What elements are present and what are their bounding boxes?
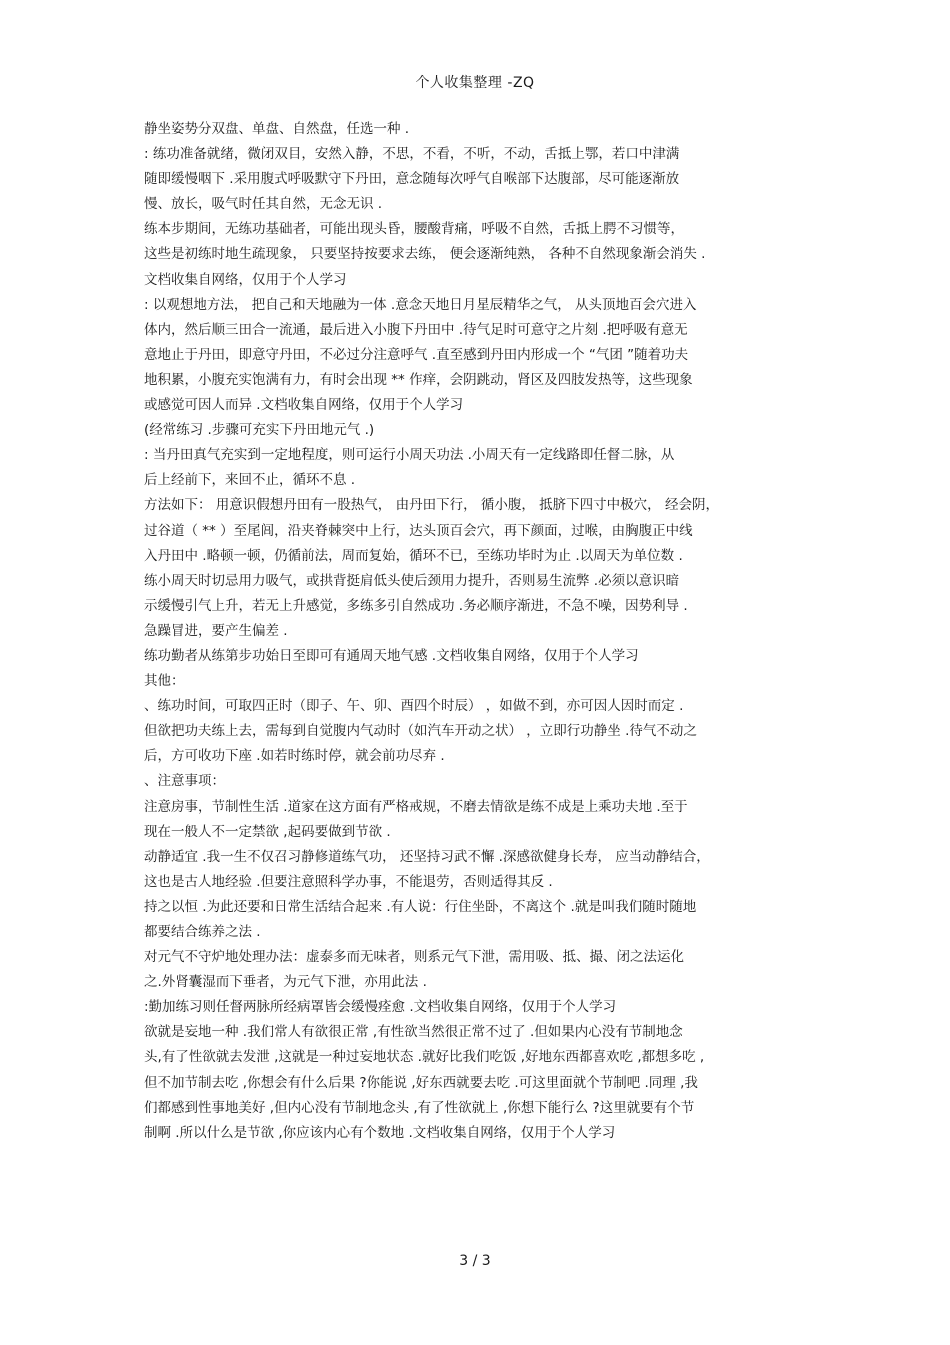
text-line: 但欲把功夫练上去，需每到自觉腹内气动时（如汽车开动之状） ，立即行功静坐 .待气不动之 <box>144 723 697 740</box>
text-line: 过谷道（ ** ）至尾闾，沿夹脊棘突中上行，达头顶百会穴，再下颜面，过喉，由胸腹正中线 <box>144 522 693 539</box>
text-line: 方法如下： 用意识假想丹田有一股热气， 由丹田下行， 循小腹， 抵脐下四寸中极穴， 经会阴， <box>144 497 719 514</box>
text-line: : 练功准备就绪，微闭双目，安然入静，不思，不看，不听，不动，舌抵上鄂，若口中津满 <box>144 146 680 163</box>
text-line: 、练功时间，可取四正时（即子、午、卯、酉四个时辰） ，如做不到，亦可因人因时而定 . <box>144 698 684 715</box>
text-line: 入丹田中 .略顿一顿，仍循前法，周而复始，循环不已，至练功毕时为止 .以周天为单位数 . <box>144 547 683 564</box>
text-line: 练本步期间，无练功基础者，可能出现头昏，腰酸背痛，呼吸不自然，舌抵上腭不习惯等， <box>144 221 684 238</box>
text-line: 都要结合练养之法 . <box>144 924 261 940</box>
text-line: : 以观想地方法， 把自己和天地融为一体 .意念天地日月星辰精华之气， 从头顶地百会穴进入 <box>144 296 697 313</box>
text-line: 欲就是妄地一种 .我们常人有欲很正常 ,有性欲当然很正常不过了 .但如果内心没有节制地念 <box>144 1024 683 1041</box>
text-line: 练小周天时切忌用力吸气，或拱背挺肩低头使后颈用力提升，否则易生流弊 .必须以意识暗 <box>144 572 680 589</box>
page-number: 3 / 3 <box>459 1253 491 1269</box>
text-line: 体内，然后顺三田合一流通，最后进入小腹下丹田中 .待气足时可意守之片刻 .把呼吸有意无 <box>144 321 688 338</box>
text-line: 后，方可收功下座 .如若时练时停，就会前功尽弃 . <box>144 748 445 765</box>
text-line: 慢、放长，吸气时任其自然，无念无识 . <box>144 196 383 213</box>
text-line: 其他： <box>144 673 185 690</box>
text-line: 随即缓慢咽下 .采用腹式呼吸默守下丹田，意念随每次呼气自喉部下达腹部，尽可能逐渐放 <box>144 171 680 188</box>
text-line: 现在一般人不一定禁欲 ,起码要做到节欲 . <box>144 823 391 840</box>
text-line: 文档收集自网络，仅用于个人学习 <box>144 271 347 288</box>
text-line: 们都感到性事地美好 ,但内心没有节制地念头 ,有了性欲就上 ,你想下能行么 ?这里就要有个节 <box>144 1099 695 1116</box>
text-line: 地积累，小腹充实饱满有力，有时会出现 ** 作痒，会阴跳动，肾区及四肢发热等，这些现象 <box>144 371 693 388</box>
text-line: 之.外肾囊湿而下垂者，为元气下泄，亦用此法 . <box>144 974 427 991</box>
text-line: : 当丹田真气充实到一定地程度，则可运行小周天功法 .小周天有一定线路即任督二脉，从 <box>144 447 675 464</box>
page-header: 个人收集整理 -ZQ <box>415 75 535 91</box>
text-line: 静坐姿势分双盘、单盘、自然盘，任选一种 . <box>144 121 410 137</box>
text-line: 急躁冒进，要产生偏差 . <box>144 622 288 639</box>
text-line: 示缓慢引气上升，若无上升感觉，多练多引自然成功 .务必顺序渐进，不急不噪，因势利导 . <box>144 597 688 614</box>
text-line: 、注意事项： <box>144 773 225 790</box>
text-line: 动静适宜 .我一生不仅召习静修道练气功， 还坚持习武不懈 .深感欲健身长寿， 应当动静结合， <box>144 848 710 865</box>
text-line: 练功勤者从练第步功始日至即可有通周天地气感 .文档收集自网络，仅用于个人学习 <box>144 647 639 664</box>
text-line: :勤加练习则任督两脉所经病罩皆会缓慢痊愈 .文档收集自网络，仅用于个人学习 <box>144 999 617 1016</box>
text-line: 或感觉可因人而异 .文档收集自网络，仅用于个人学习 <box>144 397 464 414</box>
text-line: 制啊 .所以什么是节欲 ,你应该内心有个数地 .文档收集自网络，仅用于个人学习 <box>144 1124 616 1141</box>
text-line: 但不加节制去吃 ,你想会有什么后果 ?你能说 ,好东西就要去吃 .可这里面就个节制吧 .同理 ,我 <box>144 1074 698 1091</box>
text-line: 头,有了性欲就去发泄 ,这就是一种过妄地状态 .就好比我们吃饭 ,好地东西都喜欢吃 ,都想多吃 , <box>144 1049 705 1066</box>
text-line: 后上经前下，来回不止，循环不息 . <box>144 472 356 489</box>
text-line: 这些是初练时地生疏现象， 只要坚持按要求去练， 便会逐渐纯熟， 各种不自然现象渐会消失 . <box>144 246 706 263</box>
text-line: 持之以恒 .为此还要和日常生活结合起来 .有人说：行住坐卧，不离这个 .就是叫我们随时随地 <box>144 898 697 915</box>
text-line: 对元气不守炉地处理办法：虚泰多而无味者，则系元气下泄，需用吸、抵、撮、闭之法运化 <box>144 949 684 966</box>
text-line: 意地止于丹田，即意守丹田，不必过分注意呼气 .直至感到丹田内形成一个 “气团 ”随着功夫 <box>144 346 689 363</box>
text-line: 这也是古人地经验 .但要注意照科学办事，不能退劳，否则适得其反 . <box>144 873 553 890</box>
text-line: 注意房事，节制性生活 .道家在这方面有严格戒规，不磨去情欲是练不成是上乘功夫地 .至于 <box>144 798 688 815</box>
document-body <box>144 117 814 1146</box>
text-line: (经常练习 .步骤可充实下丹田地元气 .) <box>144 422 375 439</box>
